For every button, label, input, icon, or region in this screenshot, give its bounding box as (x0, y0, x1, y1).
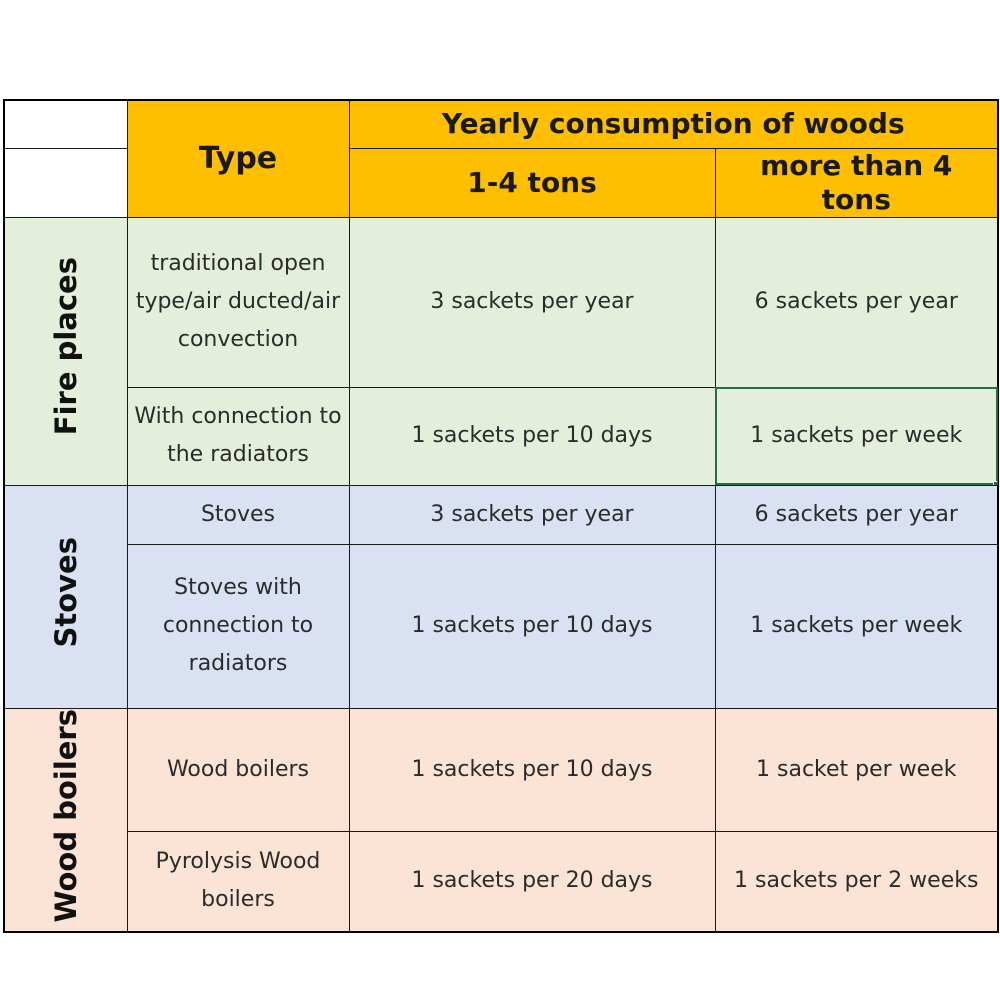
selected-cell[interactable] (715, 387, 998, 485)
type-cell[interactable]: Wood boilers (127, 708, 349, 831)
table-row (4, 544, 998, 708)
category-label: Fire places (48, 257, 83, 436)
value-cell-low[interactable]: 3 sackets per year (349, 485, 715, 544)
category-stoves[interactable] (4, 485, 127, 708)
table-row (4, 217, 998, 387)
value-cell-low[interactable]: 1 sackets per 10 days (349, 708, 715, 831)
type-cell[interactable]: Pyrolysis Wood boilers (127, 831, 349, 932)
value-cell-high[interactable]: 6 sackets per year (715, 217, 998, 387)
value-cell-low[interactable]: 1 sackets per 10 days (349, 387, 715, 485)
type-cell[interactable]: Stoves with connection to radiators (127, 544, 349, 708)
value-cell-low[interactable]: 3 sackets per year (349, 217, 715, 387)
value-cell-high[interactable]: 1 sacket per week (715, 708, 998, 831)
value-cell-high[interactable]: 1 sackets per 2 weeks (715, 831, 998, 932)
type-header[interactable]: Type (127, 100, 349, 217)
type-cell[interactable]: Stoves (127, 485, 349, 544)
value-cell-low[interactable]: 1 sackets per 10 days (349, 544, 715, 708)
type-cell[interactable]: With connection to the radiators (127, 387, 349, 485)
value-cell-high: 1 sackets per week (750, 423, 963, 448)
table-row (4, 485, 998, 544)
wood-consumption-table (3, 99, 999, 933)
table-row (4, 708, 998, 831)
category-wood-boilers[interactable] (4, 708, 127, 932)
col-header-more-than-4-tons[interactable]: more than 4 tons (715, 148, 998, 217)
blank-corner-cell-top[interactable] (4, 100, 127, 148)
col-header-1-4-tons[interactable]: 1-4 tons (349, 148, 715, 217)
fill-handle[interactable] (993, 481, 998, 486)
value-cell-low[interactable]: 1 sackets per 20 days (349, 831, 715, 932)
table-row (4, 387, 998, 485)
type-cell[interactable]: traditional open type/air ducted/air convection (127, 217, 349, 387)
table-row (4, 831, 998, 932)
category-label: Stoves (48, 536, 83, 648)
category-fire-places[interactable] (4, 217, 127, 485)
value-cell-high[interactable]: 6 sackets per year (715, 485, 998, 544)
header-row-1 (4, 100, 998, 148)
category-label: Wood boilers (48, 708, 83, 922)
value-cell-high[interactable]: 1 sackets per week (715, 544, 998, 708)
yearly-consumption-header[interactable]: Yearly consumption of woods (349, 100, 998, 148)
blank-corner-cell-bottom[interactable] (4, 148, 127, 217)
